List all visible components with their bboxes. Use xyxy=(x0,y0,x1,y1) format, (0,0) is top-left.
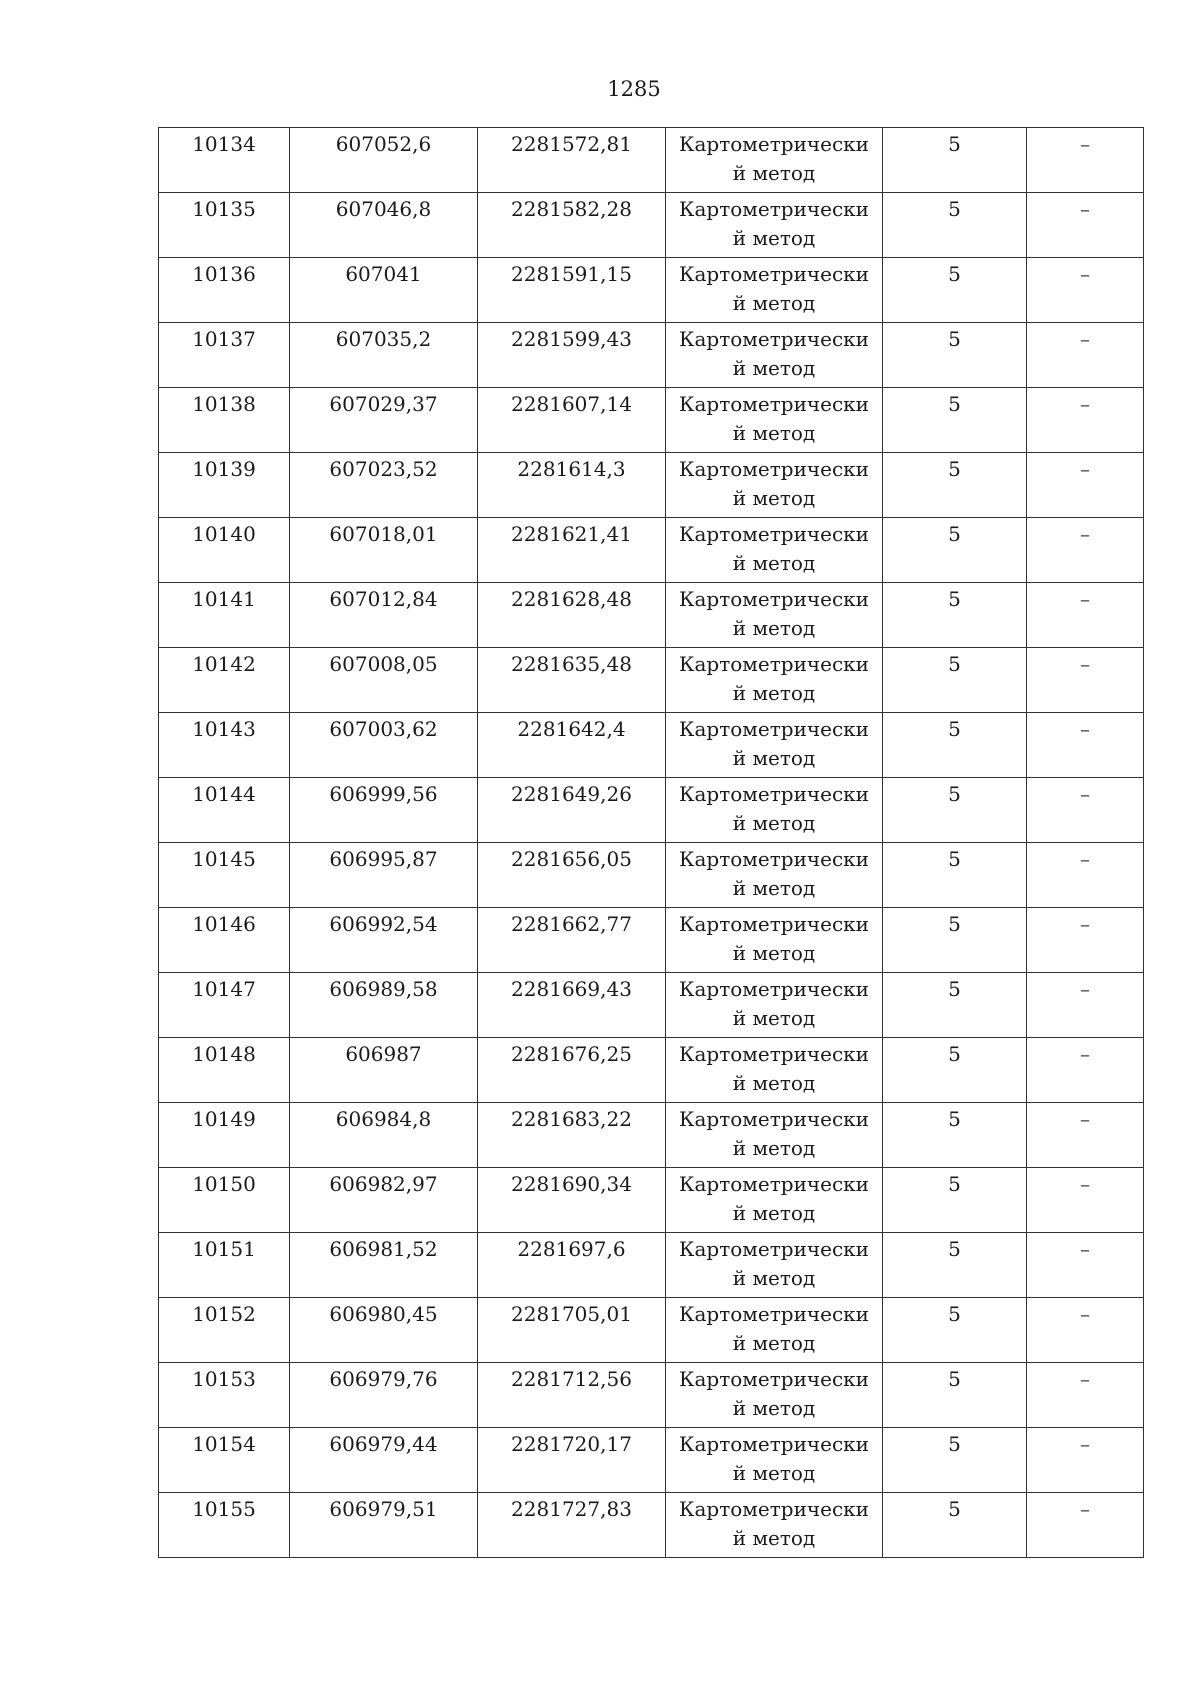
y-coordinate-cell: 2281591,15 xyxy=(478,258,666,323)
point-id-cell: 10146 xyxy=(159,908,290,973)
x-coordinate-cell: 607029,37 xyxy=(290,388,478,453)
method-cell xyxy=(666,1038,883,1103)
x-coordinate-cell: 606987 xyxy=(290,1038,478,1103)
x-coordinate-cell: 606989,58 xyxy=(290,973,478,1038)
table-row xyxy=(159,258,1144,323)
note-cell: – xyxy=(1027,323,1144,388)
point-id-cell: 10140 xyxy=(159,518,290,583)
accuracy-cell: 5 xyxy=(883,1103,1027,1168)
x-coordinate-cell: 607012,84 xyxy=(290,583,478,648)
table-row xyxy=(159,713,1144,778)
method-text-line-1: Картометрически xyxy=(679,327,869,351)
method-cell xyxy=(666,973,883,1038)
note-cell: – xyxy=(1027,1493,1144,1558)
note-cell: – xyxy=(1027,1038,1144,1103)
accuracy-cell: 5 xyxy=(883,1168,1027,1233)
method-cell xyxy=(666,908,883,973)
y-coordinate-cell: 2281683,22 xyxy=(478,1103,666,1168)
x-coordinate-cell: 606979,76 xyxy=(290,1363,478,1428)
method-text-line-2: й метод xyxy=(732,1071,816,1095)
method-text-line-1: Картометрически xyxy=(679,912,869,936)
accuracy-cell: 5 xyxy=(883,778,1027,843)
method-text-line-2: й метод xyxy=(732,1006,816,1030)
method-text-line-1: Картометрически xyxy=(679,717,869,741)
point-id-cell: 10138 xyxy=(159,388,290,453)
method-text-line-1: Картометрически xyxy=(679,977,869,1001)
method-text-line-2: й метод xyxy=(732,291,816,315)
note-cell: – xyxy=(1027,583,1144,648)
method-text-line-1: Картометрически xyxy=(679,522,869,546)
method-text-line-2: й метод xyxy=(732,1526,816,1550)
note-cell: – xyxy=(1027,128,1144,193)
x-coordinate-cell: 607018,01 xyxy=(290,518,478,583)
method-text-line-2: й метод xyxy=(732,811,816,835)
accuracy-cell: 5 xyxy=(883,1493,1027,1558)
accuracy-cell: 5 xyxy=(883,843,1027,908)
note-cell: – xyxy=(1027,973,1144,1038)
accuracy-cell: 5 xyxy=(883,1428,1027,1493)
method-text-line-2: й метод xyxy=(732,941,816,965)
point-id-cell: 10154 xyxy=(159,1428,290,1493)
method-cell xyxy=(666,323,883,388)
x-coordinate-cell: 607046,8 xyxy=(290,193,478,258)
table-row xyxy=(159,1493,1144,1558)
note-cell: – xyxy=(1027,193,1144,258)
point-id-cell: 10134 xyxy=(159,128,290,193)
method-text-line-2: й метод xyxy=(732,876,816,900)
x-coordinate-cell: 607052,6 xyxy=(290,128,478,193)
accuracy-cell: 5 xyxy=(883,1038,1027,1103)
method-text-line-1: Картометрически xyxy=(679,1042,869,1066)
method-cell xyxy=(666,1428,883,1493)
method-cell xyxy=(666,1298,883,1363)
y-coordinate-cell: 2281614,3 xyxy=(478,453,666,518)
method-text-line-1: Картометрически xyxy=(679,1107,869,1131)
method-text-line-1: Картометрически xyxy=(679,262,869,286)
y-coordinate-cell: 2281621,41 xyxy=(478,518,666,583)
method-cell xyxy=(666,193,883,258)
table-row xyxy=(159,193,1144,258)
y-coordinate-cell: 2281705,01 xyxy=(478,1298,666,1363)
method-text-line-2: й метод xyxy=(732,1266,816,1290)
point-id-cell: 10136 xyxy=(159,258,290,323)
y-coordinate-cell: 2281582,28 xyxy=(478,193,666,258)
note-cell: – xyxy=(1027,388,1144,453)
table-row xyxy=(159,1233,1144,1298)
point-id-cell: 10149 xyxy=(159,1103,290,1168)
x-coordinate-cell: 606979,44 xyxy=(290,1428,478,1493)
table-row xyxy=(159,388,1144,453)
x-coordinate-cell: 606981,52 xyxy=(290,1233,478,1298)
y-coordinate-cell: 2281669,43 xyxy=(478,973,666,1038)
method-text-line-2: й метод xyxy=(732,1331,816,1355)
x-coordinate-cell: 606999,56 xyxy=(290,778,478,843)
x-coordinate-cell: 606982,97 xyxy=(290,1168,478,1233)
method-text-line-1: Картометрически xyxy=(679,782,869,806)
point-id-cell: 10137 xyxy=(159,323,290,388)
note-cell: – xyxy=(1027,1428,1144,1493)
note-cell: – xyxy=(1027,778,1144,843)
point-id-cell: 10139 xyxy=(159,453,290,518)
point-id-cell: 10150 xyxy=(159,1168,290,1233)
method-text-line-2: й метод xyxy=(732,1396,816,1420)
x-coordinate-cell: 607035,2 xyxy=(290,323,478,388)
method-text-line-2: й метод xyxy=(732,616,816,640)
method-text-line-1: Картометрически xyxy=(679,457,869,481)
point-id-cell: 10145 xyxy=(159,843,290,908)
y-coordinate-cell: 2281656,05 xyxy=(478,843,666,908)
page-number: 1285 xyxy=(607,77,661,101)
method-cell xyxy=(666,258,883,323)
method-text-line-1: Картометрически xyxy=(679,1497,869,1521)
x-coordinate-cell: 606984,8 xyxy=(290,1103,478,1168)
accuracy-cell: 5 xyxy=(883,973,1027,1038)
method-text-line-1: Картометрически xyxy=(679,197,869,221)
method-text-line-1: Картометрически xyxy=(679,847,869,871)
method-text-line-2: й метод xyxy=(732,1461,816,1485)
accuracy-cell: 5 xyxy=(883,908,1027,973)
method-text-line-2: й метод xyxy=(732,161,816,185)
method-text-line-1: Картометрически xyxy=(679,652,869,676)
method-cell xyxy=(666,518,883,583)
method-text-line-1: Картометрически xyxy=(679,1172,869,1196)
accuracy-cell: 5 xyxy=(883,323,1027,388)
y-coordinate-cell: 2281607,14 xyxy=(478,388,666,453)
table-row xyxy=(159,908,1144,973)
y-coordinate-cell: 2281727,83 xyxy=(478,1493,666,1558)
y-coordinate-cell: 2281635,48 xyxy=(478,648,666,713)
x-coordinate-cell: 607041 xyxy=(290,258,478,323)
accuracy-cell: 5 xyxy=(883,388,1027,453)
point-id-cell: 10152 xyxy=(159,1298,290,1363)
y-coordinate-cell: 2281642,4 xyxy=(478,713,666,778)
point-id-cell: 10143 xyxy=(159,713,290,778)
y-coordinate-cell: 2281599,43 xyxy=(478,323,666,388)
note-cell: – xyxy=(1027,1233,1144,1298)
table-row xyxy=(159,648,1144,713)
point-id-cell: 10142 xyxy=(159,648,290,713)
y-coordinate-cell: 2281720,17 xyxy=(478,1428,666,1493)
method-text-line-1: Картометрически xyxy=(679,132,869,156)
method-cell xyxy=(666,1363,883,1428)
accuracy-cell: 5 xyxy=(883,1363,1027,1428)
point-id-cell: 10153 xyxy=(159,1363,290,1428)
table-row xyxy=(159,128,1144,193)
method-text-line-2: й метод xyxy=(732,746,816,770)
x-coordinate-cell: 607023,52 xyxy=(290,453,478,518)
note-cell: – xyxy=(1027,1298,1144,1363)
y-coordinate-cell: 2281697,6 xyxy=(478,1233,666,1298)
method-cell xyxy=(666,453,883,518)
point-id-cell: 10135 xyxy=(159,193,290,258)
table-row xyxy=(159,1038,1144,1103)
table-row xyxy=(159,1168,1144,1233)
y-coordinate-cell: 2281712,56 xyxy=(478,1363,666,1428)
accuracy-cell: 5 xyxy=(883,128,1027,193)
y-coordinate-cell: 2281690,34 xyxy=(478,1168,666,1233)
table-body xyxy=(159,128,1144,1558)
accuracy-cell: 5 xyxy=(883,453,1027,518)
accuracy-cell: 5 xyxy=(883,518,1027,583)
method-text-line-1: Картометрически xyxy=(679,1237,869,1261)
x-coordinate-cell: 606980,45 xyxy=(290,1298,478,1363)
method-text-line-2: й метод xyxy=(732,356,816,380)
note-cell: – xyxy=(1027,518,1144,583)
x-coordinate-cell: 606995,87 xyxy=(290,843,478,908)
table-row xyxy=(159,518,1144,583)
y-coordinate-cell: 2281676,25 xyxy=(478,1038,666,1103)
method-text-line-2: й метод xyxy=(732,226,816,250)
method-cell xyxy=(666,1103,883,1168)
method-text-line-1: Картометрически xyxy=(679,392,869,416)
accuracy-cell: 5 xyxy=(883,193,1027,258)
coordinates-table xyxy=(158,127,1144,1558)
note-cell: – xyxy=(1027,908,1144,973)
table-row xyxy=(159,1298,1144,1363)
table-row xyxy=(159,323,1144,388)
method-cell xyxy=(666,128,883,193)
x-coordinate-cell: 606979,51 xyxy=(290,1493,478,1558)
x-coordinate-cell: 607008,05 xyxy=(290,648,478,713)
method-text-line-1: Картометрически xyxy=(679,1432,869,1456)
note-cell: – xyxy=(1027,648,1144,713)
method-cell xyxy=(666,843,883,908)
note-cell: – xyxy=(1027,258,1144,323)
point-id-cell: 10151 xyxy=(159,1233,290,1298)
note-cell: – xyxy=(1027,1363,1144,1428)
y-coordinate-cell: 2281649,26 xyxy=(478,778,666,843)
x-coordinate-cell: 607003,62 xyxy=(290,713,478,778)
method-cell xyxy=(666,1493,883,1558)
note-cell: – xyxy=(1027,1168,1144,1233)
y-coordinate-cell: 2281628,48 xyxy=(478,583,666,648)
note-cell: – xyxy=(1027,453,1144,518)
accuracy-cell: 5 xyxy=(883,1298,1027,1363)
method-text-line-1: Картометрически xyxy=(679,1302,869,1326)
point-id-cell: 10147 xyxy=(159,973,290,1038)
method-text-line-1: Картометрически xyxy=(679,1367,869,1391)
note-cell: – xyxy=(1027,843,1144,908)
accuracy-cell: 5 xyxy=(883,713,1027,778)
accuracy-cell: 5 xyxy=(883,583,1027,648)
point-id-cell: 10141 xyxy=(159,583,290,648)
accuracy-cell: 5 xyxy=(883,258,1027,323)
method-cell xyxy=(666,1233,883,1298)
method-text-line-2: й метод xyxy=(732,1201,816,1225)
method-text-line-2: й метод xyxy=(732,1136,816,1160)
method-cell xyxy=(666,713,883,778)
method-cell xyxy=(666,388,883,453)
method-text-line-2: й метод xyxy=(732,486,816,510)
point-id-cell: 10144 xyxy=(159,778,290,843)
table-row xyxy=(159,1103,1144,1168)
x-coordinate-cell: 606992,54 xyxy=(290,908,478,973)
method-text-line-2: й метод xyxy=(732,421,816,445)
method-cell xyxy=(666,1168,883,1233)
table-row xyxy=(159,1363,1144,1428)
table-row xyxy=(159,778,1144,843)
method-text-line-2: й метод xyxy=(732,551,816,575)
y-coordinate-cell: 2281572,81 xyxy=(478,128,666,193)
method-text-line-2: й метод xyxy=(732,681,816,705)
table-row xyxy=(159,583,1144,648)
method-cell xyxy=(666,648,883,713)
note-cell: – xyxy=(1027,713,1144,778)
accuracy-cell: 5 xyxy=(883,648,1027,713)
y-coordinate-cell: 2281662,77 xyxy=(478,908,666,973)
table-row xyxy=(159,973,1144,1038)
note-cell: – xyxy=(1027,1103,1144,1168)
table-row xyxy=(159,1428,1144,1493)
point-id-cell: 10155 xyxy=(159,1493,290,1558)
table-row xyxy=(159,453,1144,518)
table-row xyxy=(159,843,1144,908)
method-cell xyxy=(666,778,883,843)
accuracy-cell: 5 xyxy=(883,1233,1027,1298)
method-cell xyxy=(666,583,883,648)
method-text-line-1: Картометрически xyxy=(679,587,869,611)
point-id-cell: 10148 xyxy=(159,1038,290,1103)
